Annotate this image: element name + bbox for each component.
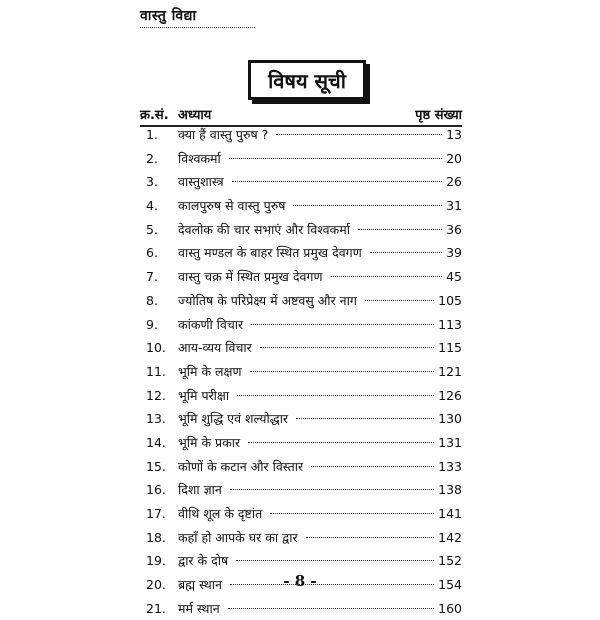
entry-serial: 21.: [146, 600, 166, 616]
entry-body: [178, 597, 462, 620]
entry-page: 121: [438, 363, 462, 379]
toc-entry: [140, 384, 462, 408]
entry-body: [178, 218, 462, 242]
entry-body: [178, 336, 462, 360]
entry-title: वीथि शूल के दृष्टांत: [178, 506, 263, 521]
entry-title: क्या हैं वास्तु पुरुष ?: [178, 127, 269, 142]
entry-page: 113: [438, 316, 462, 332]
entry-title: भूमि के लक्षण: [178, 363, 242, 379]
entry-serial: 1.: [146, 127, 158, 142]
entry-title: दिशा ज्ञान: [178, 482, 222, 498]
entry-page: 126: [438, 387, 462, 403]
entry-body: [178, 455, 462, 479]
dot-leader: [306, 537, 435, 538]
toc-entry: [140, 431, 462, 455]
toc-entry: [140, 265, 462, 289]
entry-body: [178, 360, 462, 384]
dot-leader: [229, 158, 442, 159]
entry-title: कांकणी विचार: [178, 316, 244, 332]
toc-title: विषय सूची: [248, 60, 366, 100]
dot-leader: [293, 205, 442, 206]
entry-page: 133: [438, 458, 462, 474]
entry-body: [178, 313, 462, 337]
entry-page: 45: [446, 269, 462, 285]
dot-leader: [248, 442, 434, 443]
dot-leader: [237, 395, 434, 396]
entry-serial: 14.: [146, 434, 166, 450]
toc-entry: [140, 526, 462, 550]
toc-entry: [140, 336, 462, 360]
entry-serial: 15.: [146, 458, 166, 474]
entry-body: [178, 241, 462, 265]
dot-leader: [236, 560, 434, 561]
toc-entry: [140, 549, 462, 573]
entry-page: 20: [446, 150, 462, 166]
entry-page: 31: [446, 198, 462, 214]
entry-page: 154: [438, 577, 462, 593]
entry-body: [178, 526, 462, 550]
dot-leader: [296, 418, 434, 419]
page-number: - 8 -: [283, 572, 317, 590]
toc-entry: [140, 218, 462, 242]
toc-entry: [140, 478, 462, 502]
entry-serial: 9.: [146, 316, 158, 332]
entry-body: [178, 384, 462, 408]
entry-title: भूमि के प्रकार: [178, 434, 241, 450]
entry-page: 131: [438, 434, 462, 450]
dot-leader: [232, 181, 442, 182]
dot-leader: [358, 229, 442, 230]
entry-serial: 4.: [146, 198, 158, 214]
entry-page: 152: [438, 553, 462, 569]
header-serial: क्र.सं.: [140, 108, 169, 123]
entry-page: 138: [438, 482, 462, 498]
running-head-rule: [140, 27, 255, 28]
toc-entry: [140, 289, 462, 313]
entry-body: [178, 478, 462, 502]
entry-body: [178, 407, 462, 431]
dot-leader: [365, 300, 434, 301]
entry-body: [178, 147, 462, 171]
entry-page: 26: [446, 174, 462, 190]
entry-serial: 17.: [146, 506, 166, 521]
dot-leader: [311, 466, 434, 467]
entry-body: [178, 431, 462, 455]
toc-entry: [140, 597, 462, 620]
entry-title: भूमि परीक्षा: [178, 387, 230, 403]
entry-title: मर्म स्थान: [178, 600, 220, 616]
entry-body: [178, 549, 462, 573]
entry-serial: 10.: [146, 340, 166, 356]
toc-entry: [140, 455, 462, 479]
dot-leader: [270, 513, 434, 514]
entry-title: विश्वकर्मा: [178, 150, 221, 166]
entry-title: भूमि शुद्धि एवं शल्योद्धार: [178, 411, 289, 427]
entry-serial: 19.: [146, 553, 166, 569]
entry-page: 160: [438, 600, 462, 616]
entry-body: [178, 289, 462, 313]
entry-body: [178, 170, 462, 194]
entry-page: 142: [438, 529, 462, 545]
dot-leader: [228, 608, 434, 609]
entry-title: कोणों के कटान और विस्तार: [178, 458, 304, 474]
running-head: वास्तु विद्या: [140, 8, 197, 24]
toc-entry: [140, 194, 462, 218]
dot-leader: [260, 347, 434, 348]
header-page: पृष्ठ संख्या: [415, 108, 462, 123]
entry-page: 105: [438, 292, 462, 308]
toc-entry: [140, 360, 462, 384]
dot-leader: [370, 252, 442, 253]
entry-title: कालपुरुष से वास्तु पुरुष: [178, 198, 286, 214]
toc-list: [140, 123, 462, 620]
entry-serial: 6.: [146, 245, 158, 261]
dot-leader: [276, 134, 442, 135]
entry-serial: 18.: [146, 529, 166, 545]
toc-entry: [140, 241, 462, 265]
entry-serial: 8.: [146, 292, 158, 308]
toc-entry: [140, 147, 462, 171]
toc-entry: [140, 123, 462, 147]
dot-leader: [230, 489, 434, 490]
entry-body: [178, 265, 462, 289]
entry-body: [178, 123, 462, 147]
entry-body: [178, 502, 462, 526]
entry-page: 36: [446, 221, 462, 237]
entry-serial: 20.: [146, 577, 166, 593]
entry-serial: 5.: [146, 221, 158, 237]
entry-title: कहाँ हो आपके घर का द्वार: [178, 529, 298, 545]
dot-leader: [250, 371, 435, 372]
entry-title: वास्तुशास्त्र: [178, 174, 224, 190]
entry-serial: 16.: [146, 482, 166, 498]
dot-leader: [331, 276, 443, 277]
entry-page: 39: [446, 245, 462, 261]
entry-title: वास्तु चक्र में स्थित प्रमुख देवगण: [178, 269, 323, 285]
entry-serial: 12.: [146, 387, 166, 403]
entry-serial: 3.: [146, 174, 158, 190]
entry-title: देवलोक की चार सभाएं और विश्वकर्मा: [178, 221, 350, 237]
toc-entry: [140, 313, 462, 337]
toc-entry: [140, 502, 462, 526]
header-chapter: अध्याय: [178, 108, 212, 123]
entry-page: 13: [446, 127, 462, 142]
entry-title: आय-व्यय विचार: [178, 340, 252, 356]
entry-serial: 11.: [146, 363, 166, 379]
entry-page: 115: [438, 340, 462, 356]
toc-entry: [140, 407, 462, 431]
entry-page: 141: [438, 506, 462, 521]
dot-leader: [251, 324, 434, 325]
entry-title: ब्रह्म स्थान: [178, 577, 222, 593]
entry-serial: 13.: [146, 411, 166, 427]
entry-title: ज्योतिष के परिप्रेक्ष्य में अष्टवसु और नाग: [178, 292, 357, 308]
entry-body: [178, 194, 462, 218]
entry-title: वास्तु मण्डल के बाहर स्थित प्रमुख देवगण: [178, 245, 362, 261]
entry-serial: 2.: [146, 150, 158, 166]
entry-title: द्वार के दोष: [178, 553, 229, 569]
toc-entry: [140, 170, 462, 194]
entry-page: 130: [438, 411, 462, 427]
entry-serial: 7.: [146, 269, 158, 285]
